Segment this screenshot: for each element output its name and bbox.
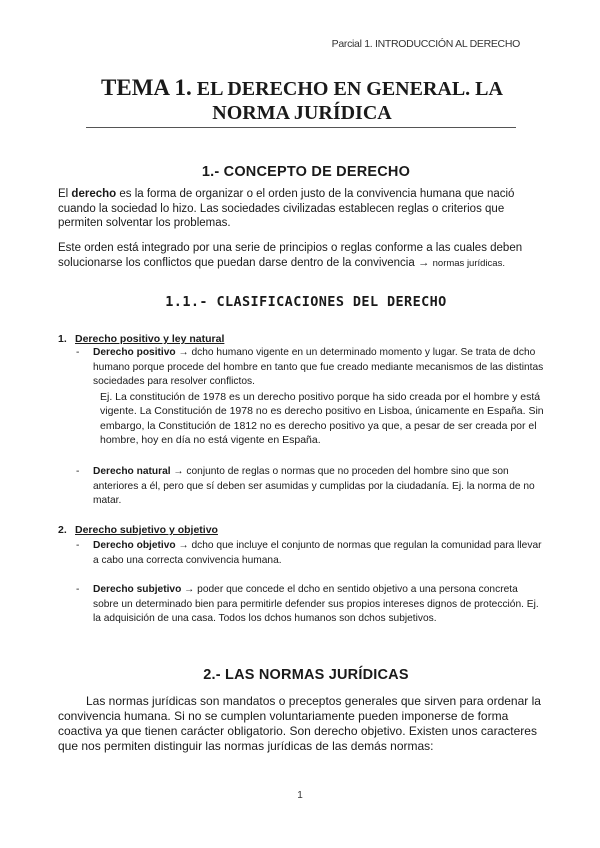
title-lead: TEMA 1. (101, 75, 192, 100)
running-header: Parcial 1. INTRODUCCIÓN AL DERECHO (331, 38, 520, 50)
term: Derecho objetivo (93, 540, 176, 551)
list-label: Derecho subjetivo y objetivo (75, 524, 218, 536)
term: Derecho subjetivo (93, 584, 182, 595)
list-number: 1. (58, 333, 67, 345)
text: es la forma de organizar o el orden justo de la convivencia humana que nació cuando la sociedad lo hizo. Las sociedades civilizadas establecen reglas o criterios que permiten solventar los problemas. (58, 188, 515, 229)
title-underline (86, 127, 516, 128)
dash-bullet: - (76, 540, 80, 551)
paragraph-normas-1: Las normas jurídicas son mandatos o preceptos generales que sirven para ordenar la convivencia humana. Si no se cumplen voluntariamente pueden imponerse de forma coactiva ya que tienen carácter obligatorio. Son derecho objetivo. Existen unos caracteres que nos permiten distinguir las normas jurídicas de las demás normas: (58, 694, 541, 753)
list-item-derecho-positivo (76, 346, 546, 448)
page-number: 1 (297, 790, 303, 801)
list-heading-subjetivo (58, 524, 218, 536)
text: Este orden está integrado por una serie de principios o reglas conforme a las cuales deben solucionarse los conflictos que puedan darse dentro de la convivencia → (58, 242, 523, 269)
term-derecho: derecho (71, 188, 117, 200)
text: El (58, 188, 72, 200)
section-heading-clasificaciones: 1.1.- CLASIFICACIONES DEL DERECHO (165, 294, 447, 310)
dash-bullet: - (76, 466, 80, 477)
paragraph-concepto-1 (58, 187, 546, 231)
list-item-derecho-subjetivo (76, 583, 546, 627)
section-heading-concepto: 1.- CONCEPTO DE DERECHO (201, 164, 411, 180)
list-item-derecho-objetivo (76, 539, 546, 568)
title-rest: EL DERECHO EN GENERAL. LA NORMA JURÍDICA (191, 78, 503, 124)
section-heading-normas: 2.- LAS NORMAS JURÍDICAS (203, 667, 409, 683)
paragraph-concepto-2 (58, 241, 546, 271)
list-number: 2. (58, 524, 67, 536)
text: → dcho humano vigente en un determinado momento y lugar. Se trata de dcho humano porque procede del hombre en tanto que fue creado mediante mecanismos de las distintas sociedades para resolver conflictos. (93, 347, 544, 387)
term: Derecho positivo (93, 347, 176, 358)
list-heading-positivo (58, 333, 224, 345)
dash-bullet: - (76, 347, 80, 358)
example-text: Ej. La constitución de 1978 es un derecho positivo porque ha sido creada por el hombre y está vigente. La Constitución de 1978 no es derecho positivo en Lisboa, únicamente en España. Sin embargo, la Constitución de 1812 no es derecho positivo ya que, a pesar de ser creada por el hombre, hoy en día no está vigente en España. (100, 390, 544, 446)
text: → dcho que incluye el conjunto de normas que regulan la comunidad para llevar a cabo una correcta convivencia humana. (93, 540, 542, 566)
dash-bullet: - (76, 584, 80, 595)
text: → conjunto de reglas o normas que no proceden del hombre sino que son anteriores a él, pero que sí deben ser asumidas y cumplidas por la ciudadanía. Ej. la norma de no matar. (93, 466, 535, 506)
page-title (84, 76, 520, 125)
list-label: Derecho positivo y ley natural (75, 333, 225, 345)
term: Derecho natural (93, 466, 171, 477)
text-small: normas jurídicas. (432, 257, 505, 269)
list-item-derecho-natural (76, 465, 546, 509)
text: → poder que concede el dcho en sentido objetivo a una persona concreta sobre un determinado bien para permitirle defender sus propios intereses dignos de protección. Ej. la adquisición de una casa. Todos los dchos humanos son dchos subjetivos. (93, 584, 539, 624)
